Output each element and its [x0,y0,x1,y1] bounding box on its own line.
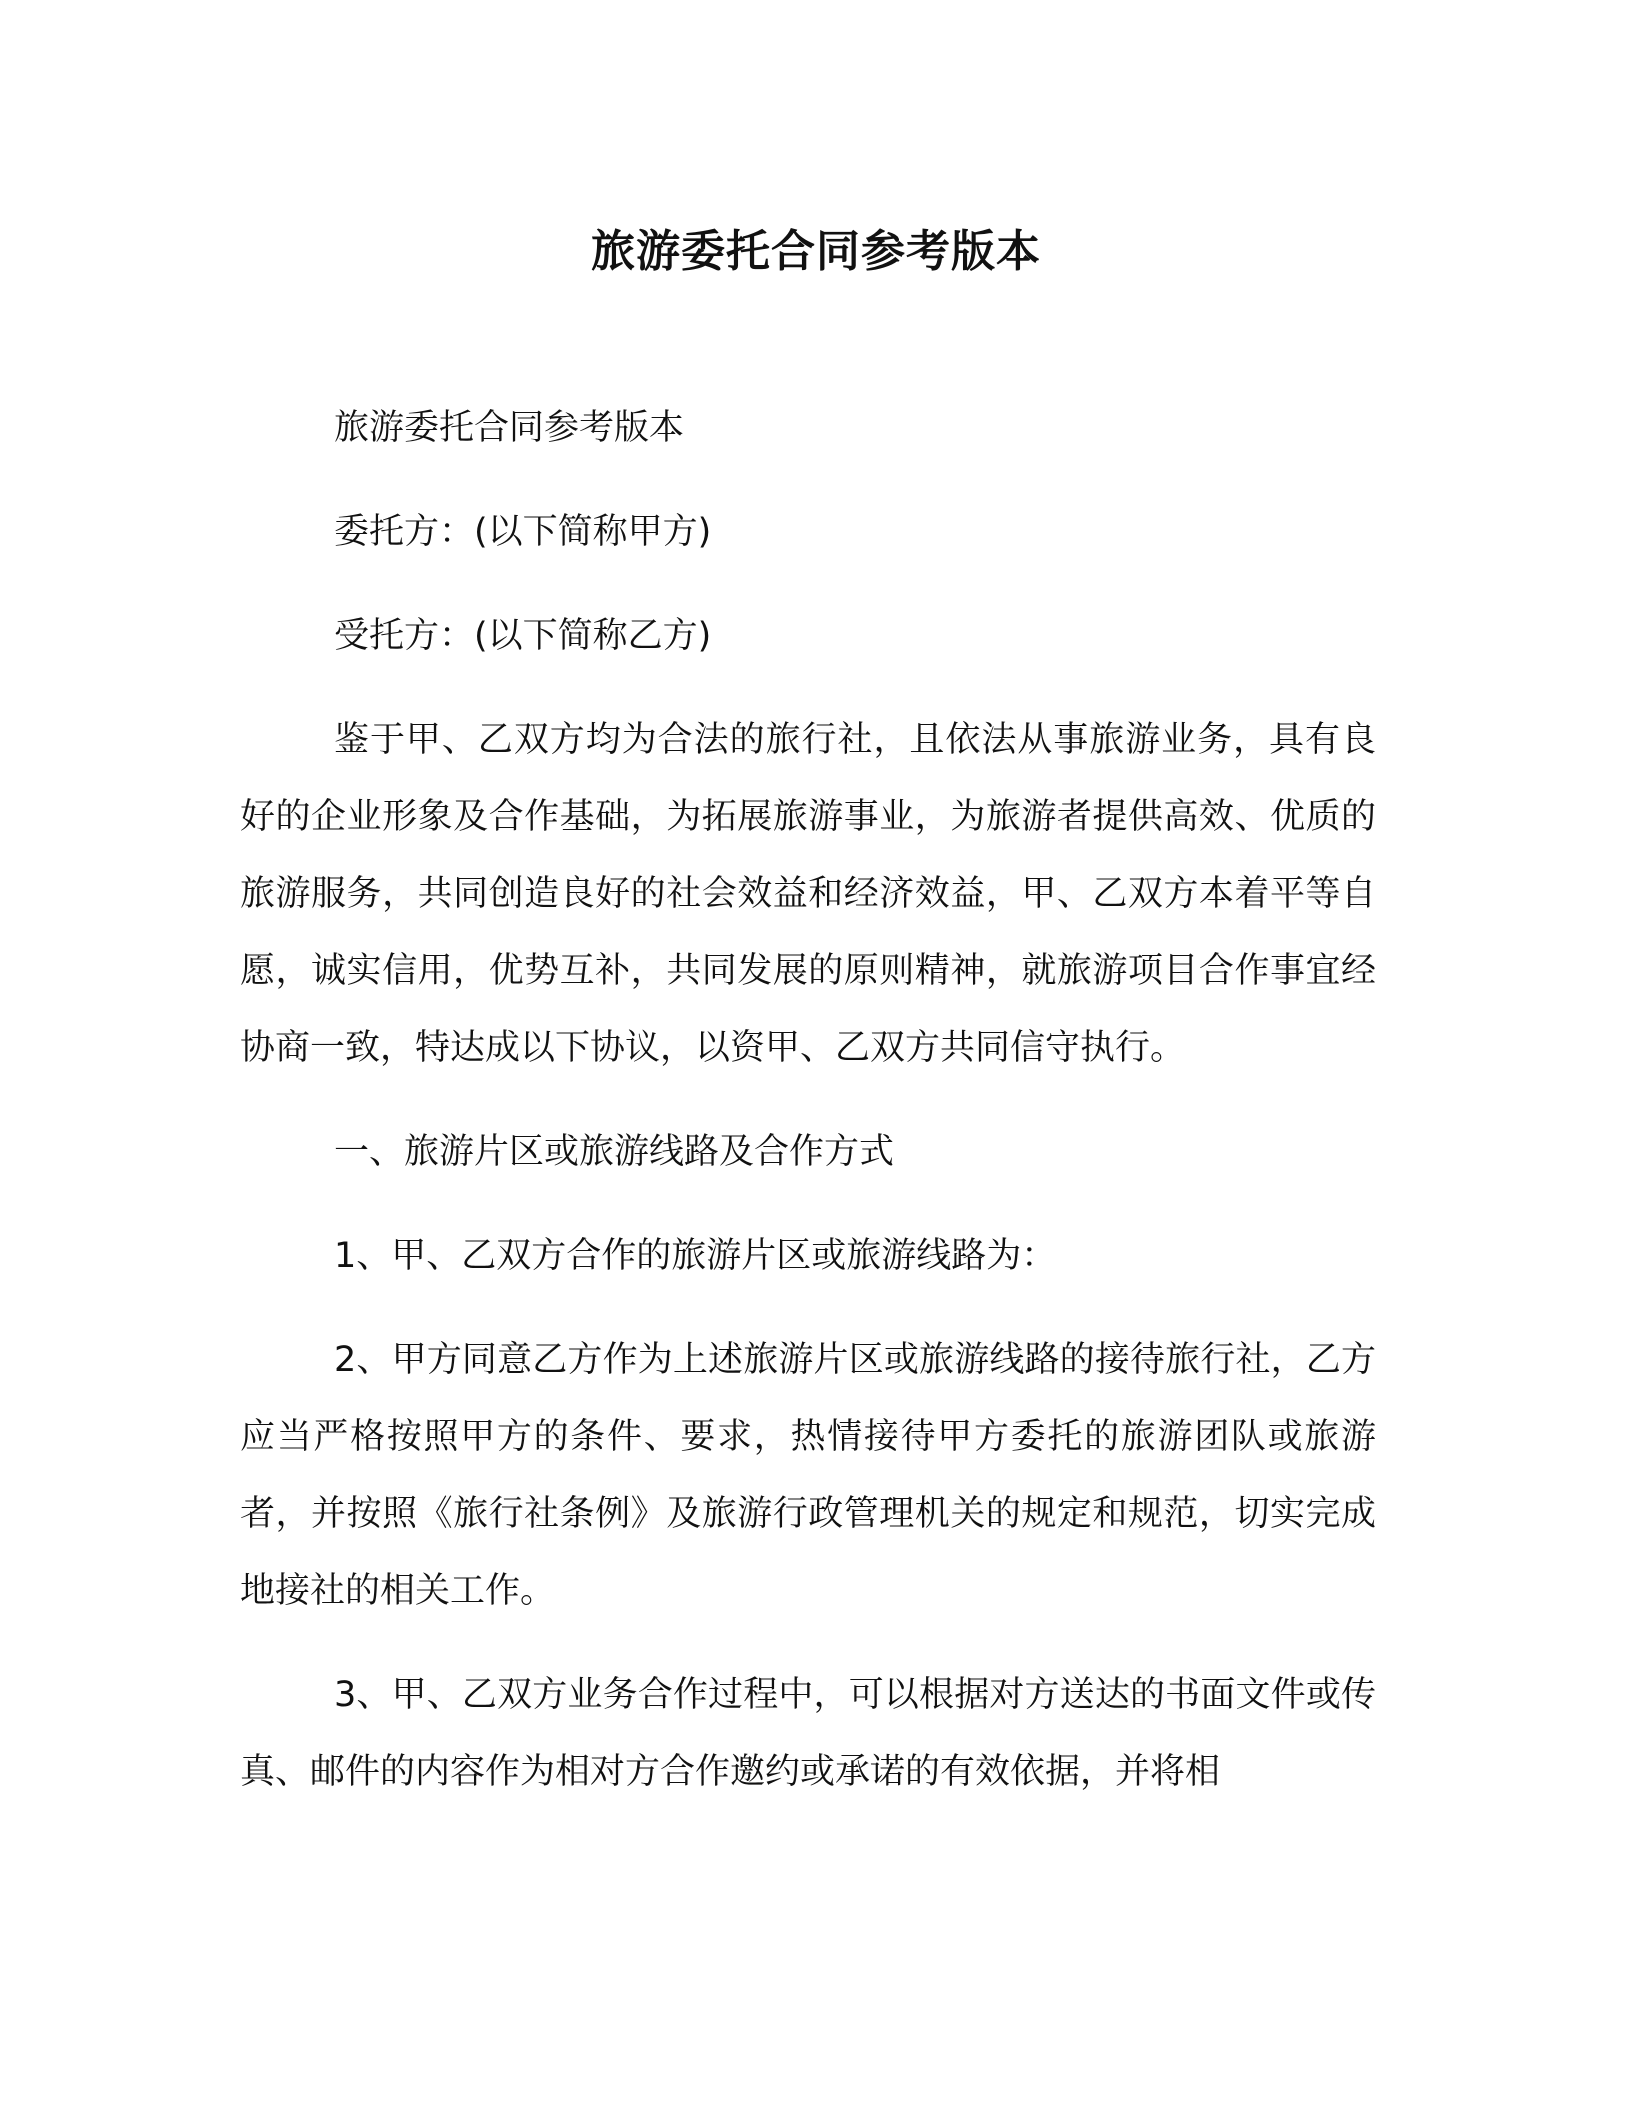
clause-1: 1、甲、乙双方合作的旅游片区或旅游线路为： [334,1236,1057,1276]
agent-party-line: 受托方：(以下简称乙方) [334,616,712,656]
principal-party-line: 委托方：(以下简称甲方) [334,512,712,552]
section-heading-1: 一、旅游片区或旅游线路及合作方式 [334,1132,895,1172]
preamble-paragraph: 鉴于甲、乙双方均为合法的旅行社，且依法从事旅游业务，具有良好的企业形象及合作基础，为拓展旅游事业，为旅游者提供高效、优质的旅游服务，共同创造良好的社会效益和经济效益，甲、乙双方本着平等自愿，诚实信用，优势互补，共同发展的原则精神，就旅游项目合作事宜经协商一致，特达成以下协议，以资甲、乙双方共同信守执行。 [240,720,1376,1068]
clause-3: 3、甲、乙双方业务合作过程中，可以根据对方送达的书面文件或传真、邮件的内容作为相对方合作邀约或承诺的有效依据，并将相 [240,1675,1376,1792]
subtitle-paragraph: 旅游委托合同参考版本 [334,408,685,448]
document-body [240,390,1376,1838]
document-title: 旅游委托合同参考版本 [591,226,1041,277]
clause-2: 2、甲方同意乙方作为上述旅游片区或旅游线路的接待旅行社，乙方应当严格按照甲方的条件、要求，热情接待甲方委托的旅游团队或旅游者，并按照《旅行社条例》及旅游行政管理机关的规定和规范，切实完成地接社的相关工作。 [240,1340,1376,1611]
